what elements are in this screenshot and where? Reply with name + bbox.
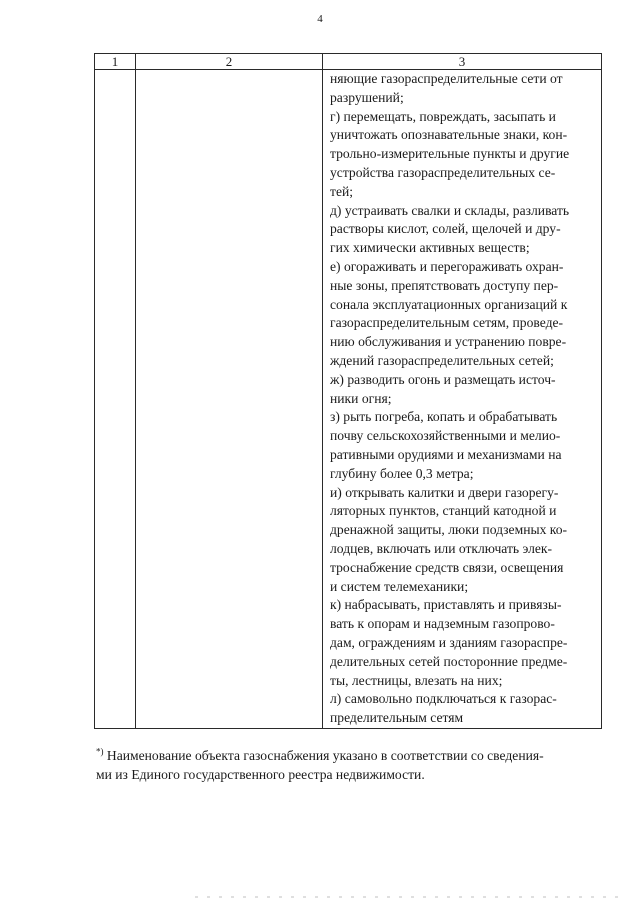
document-table — [94, 53, 602, 729]
table-header-row — [95, 54, 602, 70]
table-cell-col1 — [95, 70, 136, 729]
footnote-marker: *) — [96, 746, 104, 757]
table-row — [95, 70, 602, 729]
table-cell-col2 — [136, 70, 323, 729]
footnote-text: Наименование объекта газоснабжения указано в соответствии со сведения- ми из Единого государственного реестра недвижимости. — [96, 748, 544, 782]
scan-artifact-divider — [195, 896, 620, 898]
footnote — [96, 746, 606, 784]
column-header-1: 1 — [95, 54, 136, 70]
page-number: 4 — [317, 13, 323, 25]
prohibited-actions-text: няющие газораспределительные сети от разрушений; г) перемещать, повреждать, засыпать и уничтожать опознавательные знаки, кон- трольно-измерительные пункты и другие устройства газораспределительных се- тей; д) устраивать свалки и склады, разливать растворы кислот, солей, щелочей и дру- гих химически активных веществ; е) огораживать и перегораживать охран- ные зоны, препятствовать доступу пер- сонала эксплуатационных организаций к газораспределительным сетям, проведе- нию обслуживания и устранению повре- ждений газораспределительных сетей; ж) разводить огонь и размещать источ- ники огня; з) рыть погреба, копать и обрабатывать почву сельскохозяйственными и мелио- ративными орудиями и механизмами на глубину более 0,3 метра; и) открывать калитки и двери газорегу- ляторных пунктов, станций катодной и дренажной защиты, люки подземных ко- лодцев, включать или отключать элек- троснабжение средств связи, освещения и систем телемеханики; к) набрасывать, приставлять и привязы- вать к опорам и надземным газопрово- дам, ограждениям и зданиям газораспре- делительных сетей посторонние предме- ты, лестницы, влезать на них; л) самовольно подключаться к газорас- пределительным сетям — [330, 71, 570, 726]
column-header-2: 2 — [136, 54, 323, 70]
column-header-3: 3 — [323, 54, 602, 70]
table-cell-col3 — [323, 70, 602, 729]
